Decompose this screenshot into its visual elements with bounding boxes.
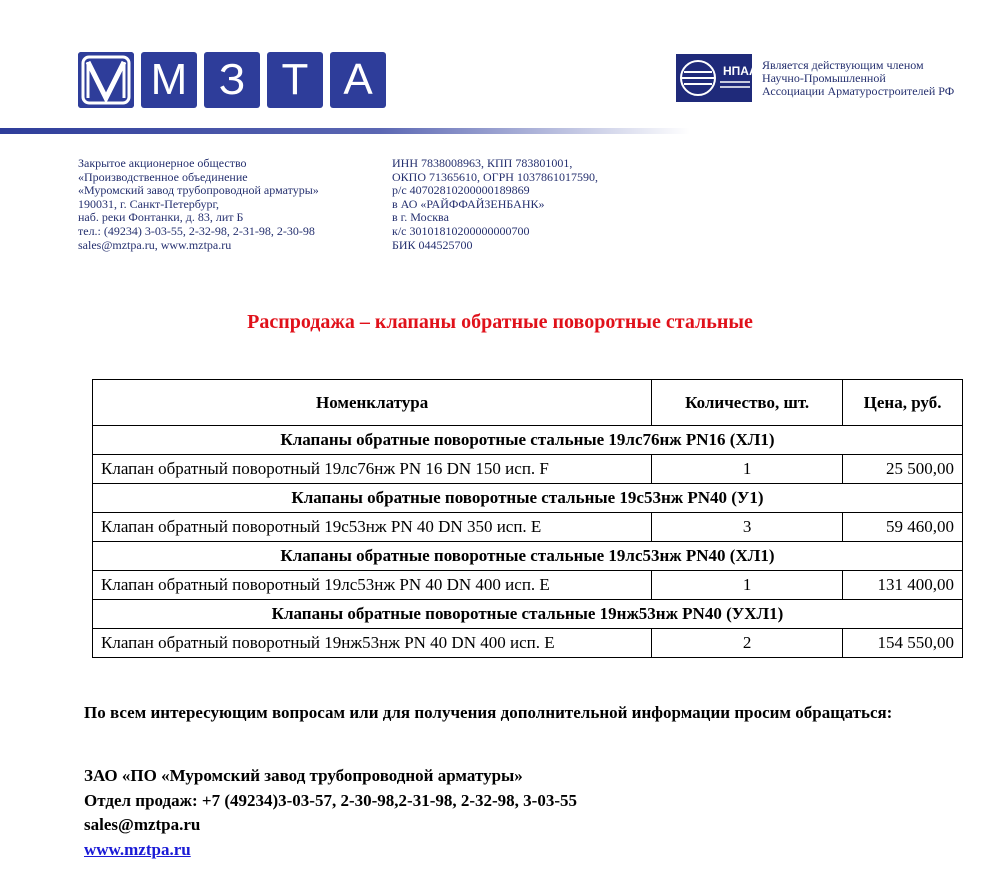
item-price: 25 500,00 xyxy=(843,455,963,484)
item-name: Клапан обратный поворотный 19с53нж PN 40 DN 350 исп. Е xyxy=(93,513,652,542)
column-header-price: Цена, руб. xyxy=(843,380,963,426)
item-name: Клапан обратный поворотный 19нж53нж PN 40 DN 400 исп. Е xyxy=(93,629,652,658)
item-name: Клапан обратный поворотный 19лс76нж PN 16 DN 150 исп. F xyxy=(93,455,652,484)
npaa-association-logo xyxy=(676,54,758,102)
table-row xyxy=(93,513,963,542)
sales-phones: Отдел продаж: +7 (49234)3-03-57, 2-30-98,2-31-98, 2-32-98, 3-03-55 xyxy=(84,790,577,810)
item-qty: 3 xyxy=(652,513,843,542)
group-title: Клапаны обратные поворотные стальные 19нж53нж PN40 (УХЛ1) xyxy=(93,600,963,629)
svg-text:НПАА: НПАА xyxy=(723,64,758,78)
contact-prompt: По всем интересующим вопросам или для получения дополнительной информации просим обращаться: xyxy=(84,703,893,722)
group-title: Клапаны обратные поворотные стальные 19с53нж PN40 (У1) xyxy=(93,484,963,513)
logo-letter-tile: Т xyxy=(267,52,323,108)
sale-table xyxy=(92,379,963,658)
group-title: Клапаны обратные поворотные стальные 19лс53нж PN40 (ХЛ1) xyxy=(93,542,963,571)
group-title: Клапаны обратные поворотные стальные 19лс76нж PN16 (ХЛ1) xyxy=(93,426,963,455)
company-address-block: Закрытое акционерное общество «Производственное объединение «Муромский завод трубопроводной арматуры» 190031, г. Санкт-Петербург, наб. реки Фонтанки, д. 83, лит Б тел.: (49234) 3-03-55, 2-32-98, 2-31-98, 2-30-98 sales@mztpa.ru, www.mztpa.ru xyxy=(78,156,319,252)
logo-letter-tile: З xyxy=(204,52,260,108)
column-header-name: Номенклатура xyxy=(93,380,652,426)
bank-details-block: ИНН 7838008963, КПП 783801001, ОКПО 71365610, ОГРН 1037861017590, р/с 40702810200000189869 в АО «РАЙФФАЙЗЕНБАНК» в г. Москва к/с 30101810200000000700 БИК 044525700 xyxy=(392,156,598,252)
page-title: Распродажа – клапаны обратные поворотные стальные xyxy=(247,311,753,333)
table-row xyxy=(93,629,963,658)
website-link[interactable]: www.mztpa.ru xyxy=(84,839,191,859)
group-row xyxy=(93,600,963,629)
item-name: Клапан обратный поворотный 19лс53нж PN 40 DN 400 исп. Е xyxy=(93,571,652,600)
item-price: 131 400,00 xyxy=(843,571,963,600)
sales-email: sales@mztpa.ru xyxy=(84,815,201,834)
group-row xyxy=(93,542,963,571)
item-qty: 1 xyxy=(652,455,843,484)
logo-letter-tile: А xyxy=(330,52,386,108)
logo-letter-tile: М xyxy=(141,52,197,108)
company-name: ЗАО «ПО «Муромский завод трубопроводной арматуры» xyxy=(84,766,523,785)
column-header-qty: Количество, шт. xyxy=(652,380,843,426)
item-qty: 1 xyxy=(652,571,843,600)
header-divider xyxy=(0,128,690,134)
item-price: 59 460,00 xyxy=(843,513,963,542)
table-row xyxy=(93,571,963,600)
table-row xyxy=(93,455,963,484)
group-row xyxy=(93,484,963,513)
valve-icon xyxy=(78,52,134,108)
mzta-logo xyxy=(78,52,386,108)
group-row xyxy=(93,426,963,455)
company-contacts xyxy=(84,764,577,862)
item-price: 154 550,00 xyxy=(843,629,963,658)
table-header-row xyxy=(93,380,963,426)
logo-valve-tile xyxy=(78,52,134,108)
membership-note: Является действующим членом Научно-Промышленной Ассоциации Арматуростроителей РФ xyxy=(762,58,955,98)
item-qty: 2 xyxy=(652,629,843,658)
